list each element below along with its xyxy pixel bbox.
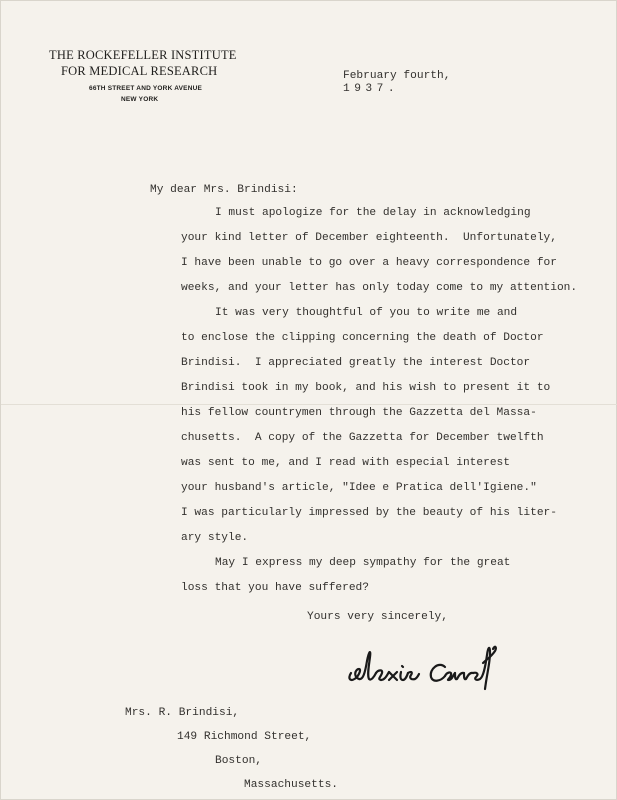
address-line: 149 Richmond Street,	[177, 731, 312, 743]
paragraph-2-line: was sent to me, and I read with especial interest	[181, 457, 510, 469]
address-line: Boston,	[215, 755, 262, 767]
date-line-2: 1937.	[343, 83, 400, 95]
paragraph-2-line: his fellow countrymen through the Gazzetta del Massa-	[181, 407, 537, 419]
date-line-1: February fourth,	[343, 70, 451, 82]
paragraph-2-line: I was particularly impressed by the beauty of his liter-	[181, 507, 557, 519]
paragraph-1-line: I have been unable to go over a heavy correspondence for	[181, 257, 557, 269]
paragraph-2-line: ary style.	[181, 532, 249, 544]
paragraph-3-line: loss that you have suffered?	[181, 582, 369, 594]
paragraph-2-line: Brindisi took in my book, and his wish to present it to	[181, 382, 551, 394]
paragraph-2-line: Brindisi. I appreciated greatly the interest Doctor	[181, 357, 531, 369]
paragraph-2-line: to enclose the clipping concerning the death of Doctor	[181, 332, 544, 344]
letterhead-line-1: THE ROCKEFELLER INSTITUTE	[49, 48, 237, 62]
letterhead-line-2: FOR MEDICAL RESEARCH	[61, 64, 218, 78]
paragraph-2-line: chusetts. A copy of the Gazzetta for December twelfth	[181, 432, 544, 444]
paragraph-2-line: your husband's article, "Idee e Pratica dell'Igiene."	[181, 482, 537, 494]
salutation: My dear Mrs. Brindisi:	[150, 184, 298, 196]
address-line: Massachusetts.	[244, 779, 338, 791]
letterhead-address: 66TH STREET AND YORK AVENUE	[89, 85, 203, 92]
paragraph-1-line: weeks, and your letter has only today come to my attention.	[181, 282, 578, 294]
paper-fold	[1, 404, 617, 405]
paragraph-1-line: your kind letter of December eighteenth. Unfortunately,	[181, 232, 557, 244]
closing: Yours very sincerely,	[307, 611, 448, 623]
address-line: Mrs. R. Brindisi,	[125, 707, 240, 719]
letterhead-city: NEW YORK	[121, 96, 159, 103]
paragraph-1-line: I must apologize for the delay in acknowledging	[215, 207, 531, 219]
paragraph-3-line: May I express my deep sympathy for the great	[215, 557, 511, 569]
paragraph-2-line: It was very thoughtful of you to write me and	[215, 307, 518, 319]
handwritten-signature	[345, 639, 515, 691]
